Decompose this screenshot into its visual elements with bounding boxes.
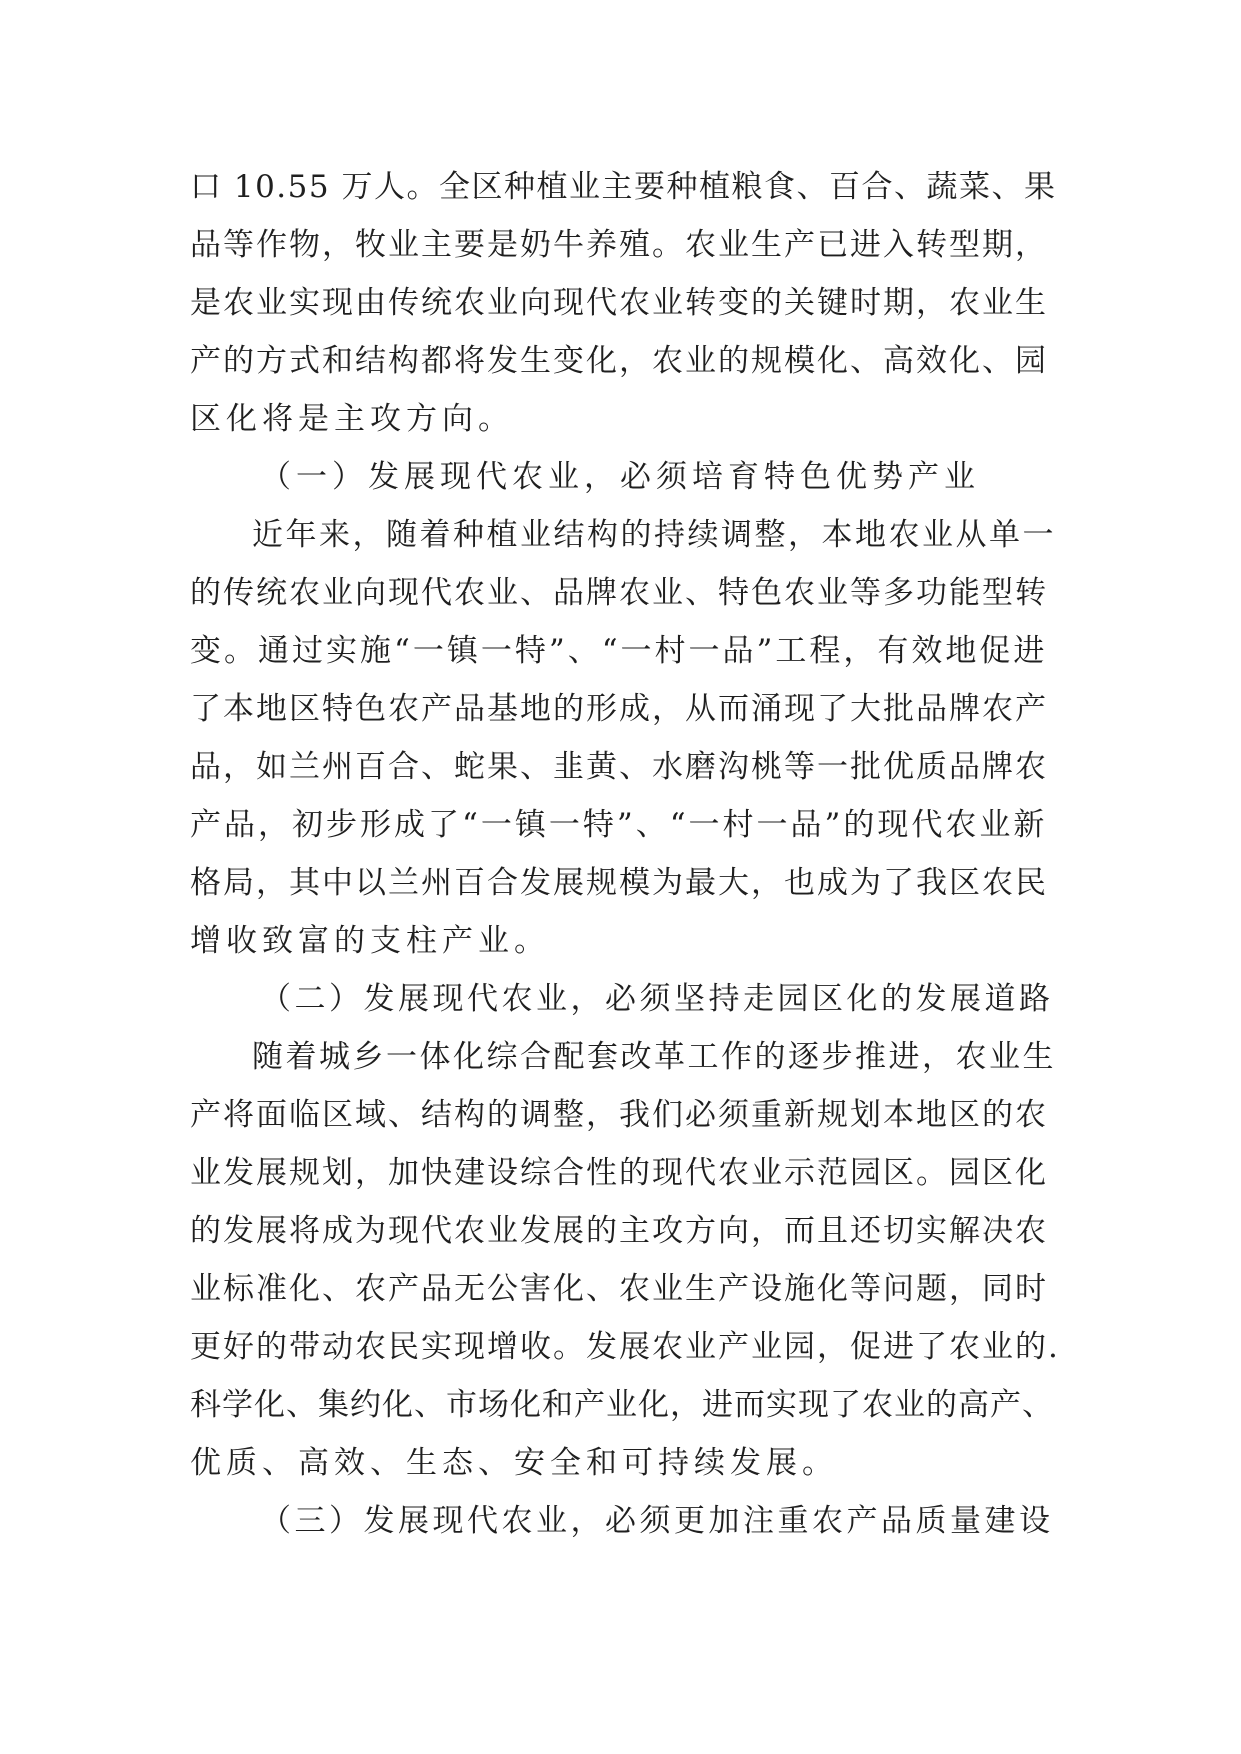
body-text-line: 变。通过实施“一镇一特”、“一村一品”工程，有效地促进 — [190, 633, 1048, 669]
body-text-line: 产将面临区域、结构的调整，我们必须重新规划本地区的农 — [190, 1097, 1048, 1133]
section-heading-2: （二）发展现代农业，必须坚持走园区化的发展道路 — [260, 981, 1054, 1017]
body-text-line: 区化将是主攻方向。 — [190, 401, 514, 437]
body-text-line: 品，如兰州百合、蛇果、韭黄、水磨沟桃等一批优质品牌农 — [190, 749, 1048, 785]
body-text-line: 科学化、集约化、市场化和产业化，进而实现了农业的高产、 — [190, 1387, 1054, 1423]
body-text-line: 更好的带动农民实现增收。发展农业产业园，促进了农业的. — [190, 1329, 1060, 1365]
body-text-line: 了本地区特色农产品基地的形成，从而涌现了大批品牌农产 — [190, 691, 1048, 727]
body-text-line: 格局，其中以兰州百合发展规模为最大，也成为了我区农民 — [190, 865, 1048, 901]
paragraph-first-line: 近年来，随着种植业结构的持续调整，本地农业从单一 — [252, 517, 1056, 553]
body-text-line: 产品，初步形成了“一镇一特”、“一村一品”的现代农业新 — [190, 807, 1048, 843]
body-text-line: 业标准化、农产品无公害化、农业生产设施化等问题，同时 — [190, 1271, 1048, 1307]
body-text-line: 业发展规划，加快建设综合性的现代农业示范园区。园区化 — [190, 1155, 1048, 1191]
body-text-line: 产的方式和结构都将发生变化，农业的规模化、高效化、园 — [190, 343, 1048, 379]
paragraph-first-line: 随着城乡一体化综合配套改革工作的逐步推进，农业生 — [252, 1039, 1056, 1075]
body-text-line: 增收致富的支柱产业。 — [190, 923, 550, 959]
body-text-line: 口 10.55 万人。全区种植业主要种植粮食、百合、蔬菜、果 — [190, 169, 1057, 205]
body-text-line: 的传统农业向现代农业、品牌农业、特色农业等多功能型转 — [190, 575, 1048, 611]
section-heading-1: （一）发展现代农业，必须培育特色优势产业 — [260, 459, 980, 495]
body-text-line: 品等作物，牧业主要是奶牛养殖。农业生产已进入转型期， — [190, 227, 1048, 263]
section-heading-3: （三）发展现代农业，必须更加注重农产品质量建设 — [260, 1503, 1054, 1539]
body-text-line: 的发展将成为现代农业发展的主攻方向，而且还切实解决农 — [190, 1213, 1048, 1249]
body-text-line: 是农业实现由传统农业向现代农业转变的关键时期，农业生 — [190, 285, 1048, 321]
body-text-line: 优质、高效、生态、安全和可持续发展。 — [190, 1445, 838, 1481]
